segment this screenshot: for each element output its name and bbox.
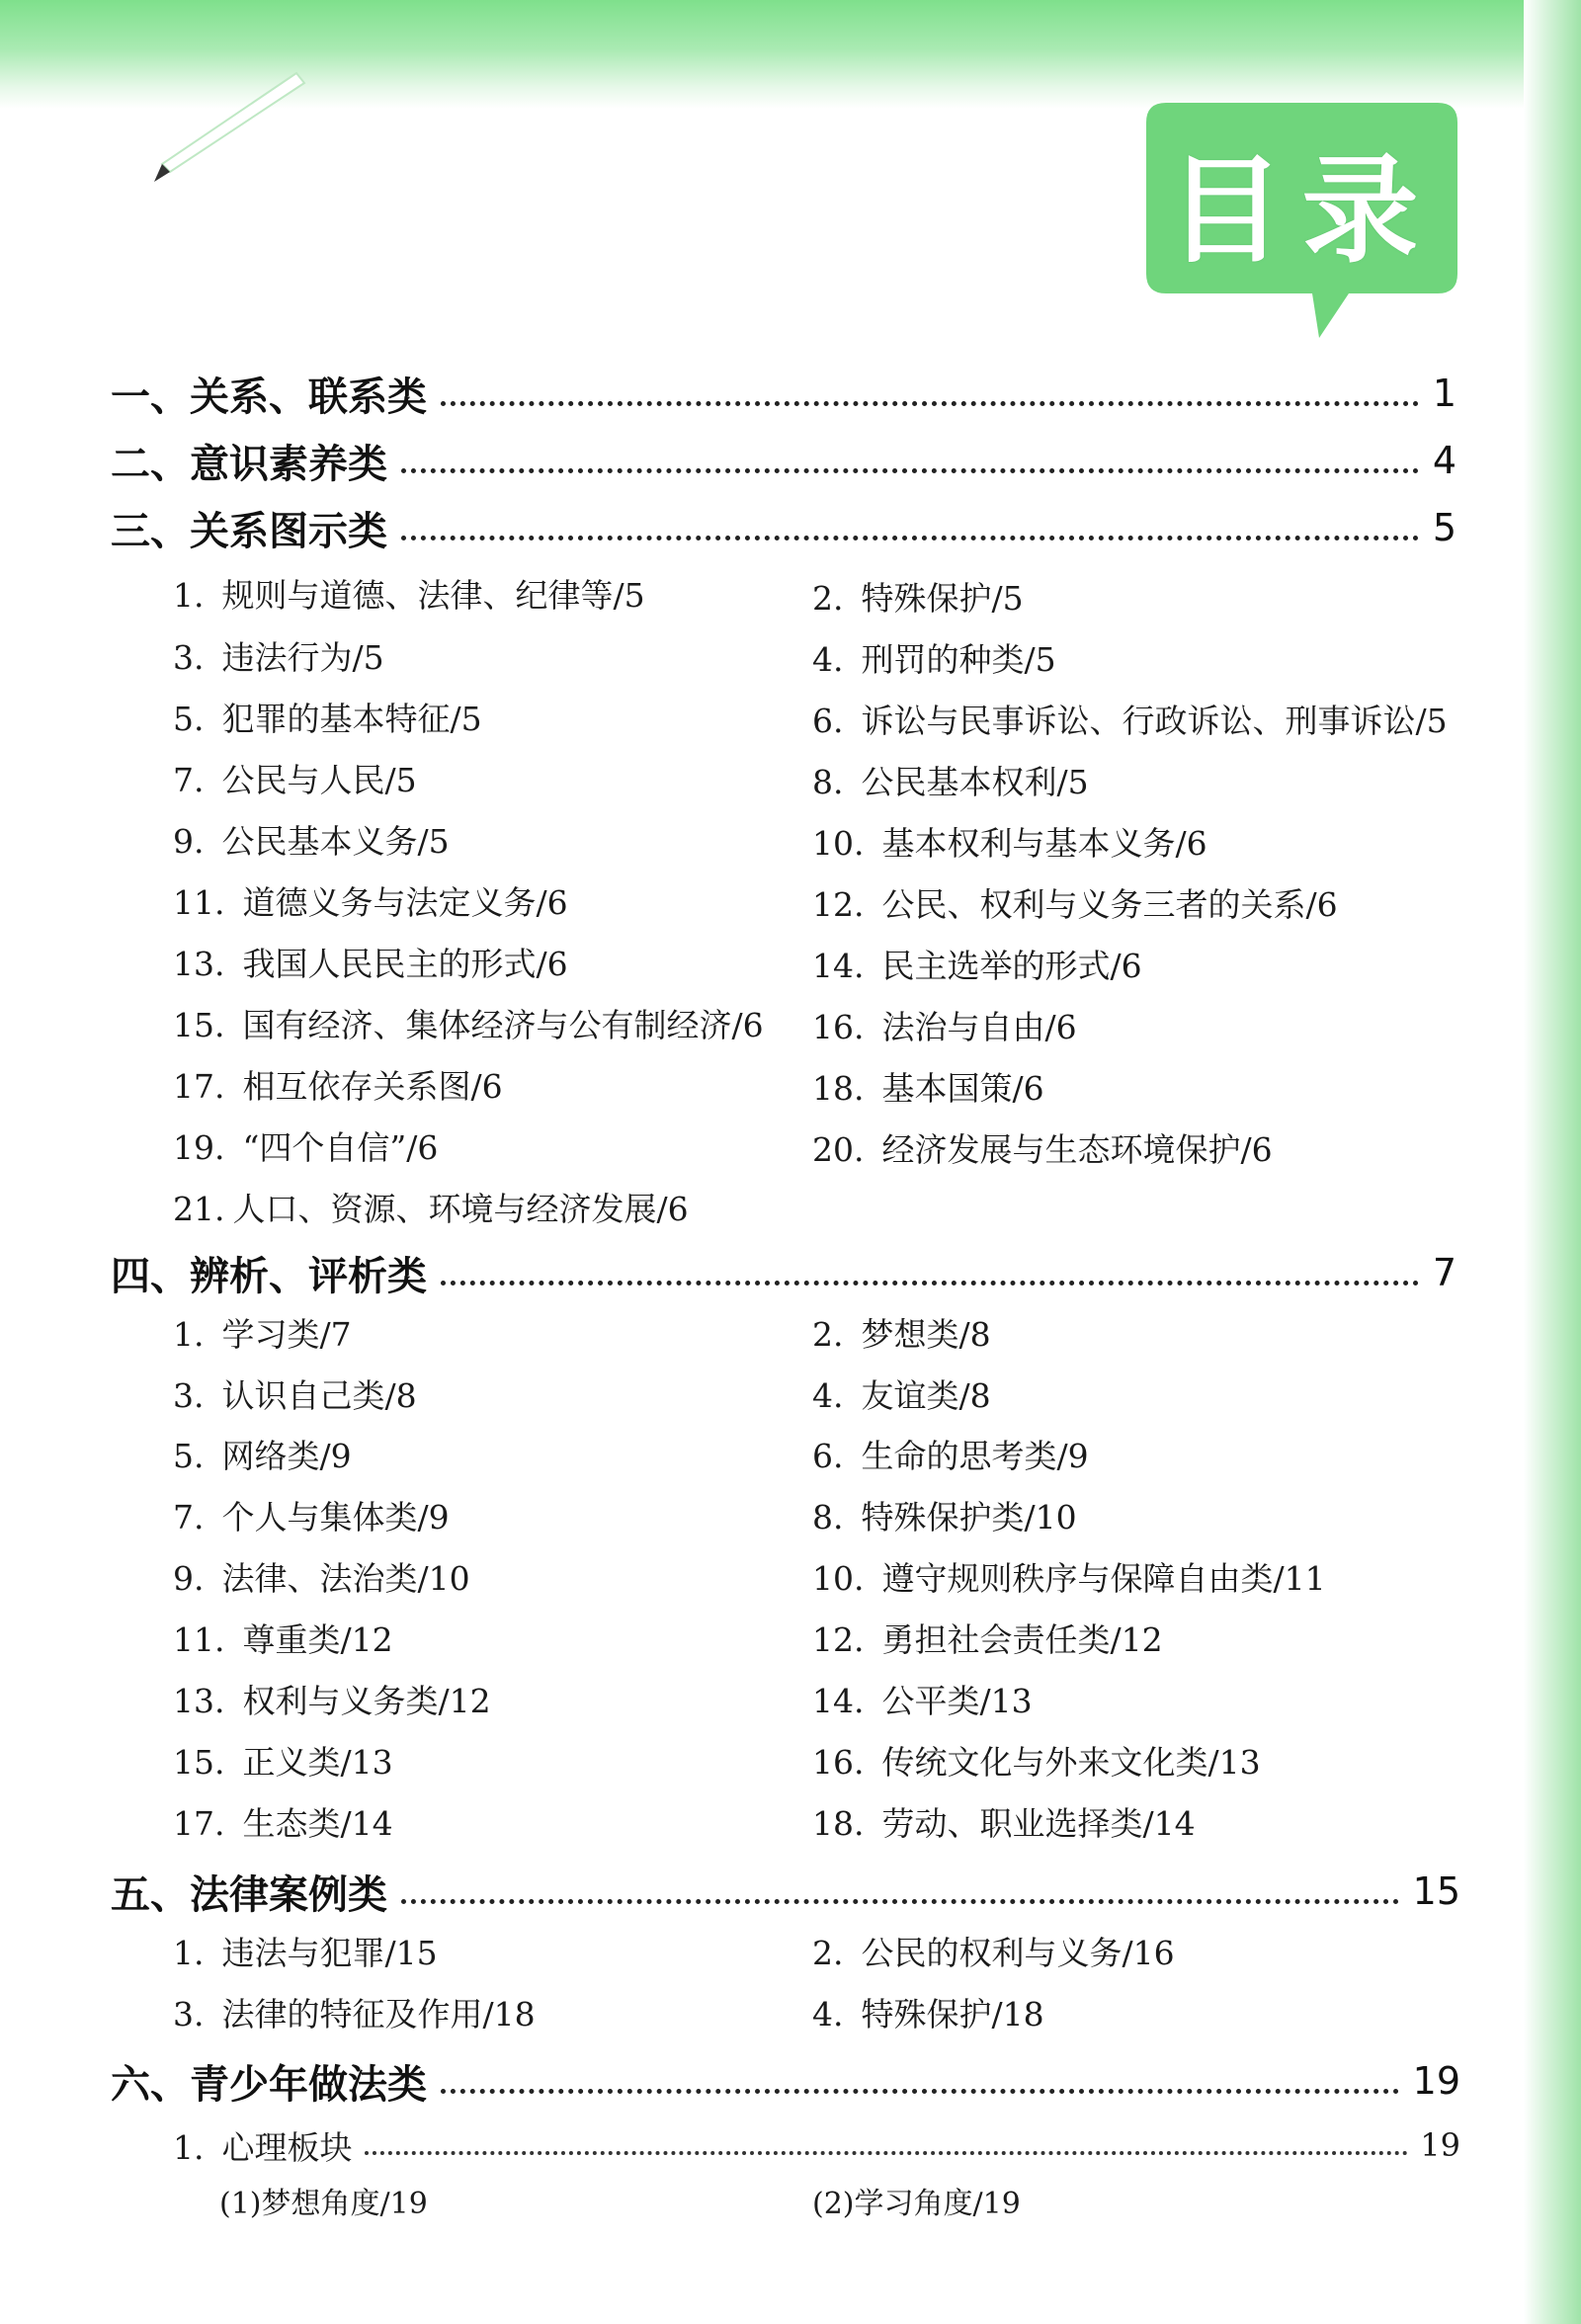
item-number: 2. [812, 1934, 844, 1972]
item-text: 权利与义务类/12 [242, 1682, 491, 1720]
toc-item[interactable] [812, 1371, 991, 1421]
toc-item[interactable] [173, 1432, 352, 1481]
item-number: 4. [812, 1376, 844, 1415]
toc-item[interactable] [173, 1738, 393, 1787]
item-number: 16. [812, 1008, 865, 1046]
toc-item[interactable] [173, 633, 384, 683]
section-title: 一、关系、联系类 [111, 374, 427, 420]
item-number: 7. [173, 761, 205, 799]
toc-item[interactable] [812, 1554, 1326, 1604]
item-number: 9. [173, 1559, 205, 1598]
item-text: 公民与人民/5 [221, 761, 417, 799]
toc-item[interactable] [173, 1493, 450, 1542]
toc-item[interactable] [812, 1929, 1175, 1978]
item-text: 网络类/9 [221, 1437, 352, 1475]
item-text: 梦想类/8 [861, 1315, 991, 1354]
toc-item[interactable] [812, 1493, 1077, 1542]
item-text: 友谊类/8 [861, 1376, 991, 1415]
toc-item[interactable] [812, 1990, 1044, 2039]
item-number: 2. [812, 579, 844, 618]
toc-item[interactable] [812, 880, 1338, 930]
toc-subsection[interactable] [173, 2120, 1460, 2170]
toc-item[interactable] [812, 635, 1056, 685]
section-page: 15 [1412, 1869, 1460, 1913]
item-number: 18. [812, 1069, 865, 1108]
page-title: 目录 [1167, 142, 1437, 279]
dot-leader [441, 401, 1419, 406]
item-text: 生命的思考类/9 [861, 1437, 1089, 1475]
toc-item[interactable] [173, 1123, 438, 1173]
item-number: 18. [812, 1804, 865, 1843]
toc-item[interactable] [812, 1799, 1196, 1849]
toc-item[interactable] [812, 1616, 1163, 1665]
item-text: 特殊保护类/10 [861, 1498, 1077, 1536]
item-number: 11. [173, 1620, 225, 1659]
toc-item[interactable] [173, 571, 645, 621]
item-number: 13. [173, 1682, 225, 1720]
item-text: 遵守规则秩序与保障自由类/11 [881, 1559, 1326, 1598]
item-text: 刑罚的种类/5 [861, 640, 1056, 679]
item-number: 17. [173, 1067, 225, 1106]
dot-leader [441, 2089, 1399, 2094]
toc-item[interactable] [812, 1064, 1044, 1114]
toc-item[interactable] [812, 1677, 1033, 1726]
item-text: 国有经济、集体经济与公有制经济/6 [242, 1006, 764, 1044]
toc-item[interactable] [173, 1371, 417, 1421]
item-number: 8. [812, 763, 844, 801]
toc-item[interactable] [173, 817, 450, 867]
item-number: 14. [812, 1682, 865, 1720]
item-number: 5. [173, 1437, 205, 1475]
toc-item[interactable] [812, 574, 1024, 623]
item-number: 17. [173, 1804, 225, 1843]
dot-leader [441, 1281, 1419, 1286]
toc-subitem[interactable] [219, 2180, 428, 2229]
item-text: 公民基本权利/5 [861, 763, 1089, 801]
item-text: (1)梦想角度/19 [219, 2187, 428, 2221]
toc-item[interactable] [173, 1799, 393, 1849]
item-text: 基本权利与基本义务/6 [881, 824, 1207, 863]
item-number: 3. [173, 1376, 205, 1415]
toc-item[interactable] [173, 1616, 393, 1665]
item-text: 劳动、职业选择类/14 [881, 1804, 1196, 1843]
subsection-page: 19 [1420, 2126, 1460, 2164]
item-number: 20. [812, 1130, 865, 1169]
toc-section-5[interactable] [111, 1864, 1460, 1919]
item-text: 法治与自由/6 [881, 1008, 1077, 1046]
toc-item[interactable] [173, 1001, 764, 1050]
item-text: 公民的权利与义务/16 [861, 1934, 1175, 1972]
toc-item[interactable] [812, 1125, 1273, 1175]
section-title: 六、青少年做法类 [111, 2061, 427, 2108]
item-number: 10. [812, 824, 865, 863]
toc-item[interactable] [812, 758, 1089, 807]
item-text: 学习类/7 [221, 1315, 352, 1354]
item-text: 公民基本义务/5 [221, 822, 450, 861]
item-number: 4. [812, 640, 844, 679]
section-title: 三、关系图示类 [111, 508, 387, 554]
item-text: 我国人民民主的形式/6 [242, 945, 568, 983]
dot-leader [401, 1899, 1399, 1904]
toc-item[interactable] [812, 1432, 1089, 1481]
item-number: 9. [173, 822, 205, 861]
item-text: 特殊保护/5 [861, 579, 1024, 618]
toc-item[interactable] [812, 1003, 1077, 1052]
item-text: 认识自己类/8 [221, 1376, 417, 1415]
toc-subitem[interactable] [812, 2180, 1021, 2229]
item-number: 11. [173, 883, 225, 922]
item-number: 12. [812, 885, 865, 924]
item-number: 6. [812, 1437, 844, 1475]
item-text: 违法与犯罪/15 [221, 1934, 438, 1972]
item-number: 12. [812, 1620, 865, 1659]
item-text: 勇担社会责任类/12 [881, 1620, 1163, 1659]
section-title: 五、法律案例类 [111, 1871, 387, 1918]
section-page: 19 [1412, 2059, 1460, 2103]
item-text: 道德义务与法定义务/6 [242, 883, 568, 922]
toc-item[interactable] [173, 1677, 491, 1726]
item-number: 21. [173, 1190, 225, 1228]
item-number: 5. [173, 700, 205, 738]
toc-item[interactable] [812, 942, 1142, 991]
item-number: 14. [812, 947, 865, 985]
item-number: 1. [173, 576, 205, 615]
item-number: 16. [812, 1743, 865, 1782]
item-number: 7. [173, 1498, 205, 1536]
dot-leader [401, 468, 1419, 473]
toc-item[interactable] [173, 1929, 438, 1978]
item-text: 心理板块 [221, 2127, 353, 2167]
section-page: 1 [1432, 372, 1456, 415]
toc-item[interactable] [173, 1554, 470, 1604]
item-text: “四个自信”/6 [242, 1128, 439, 1167]
toc-item[interactable] [173, 1310, 352, 1360]
item-number: 3. [173, 638, 205, 677]
item-text: 规则与道德、法律、纪律等/5 [221, 576, 645, 615]
item-number: 4. [812, 1995, 844, 2034]
item-text: 特殊保护/18 [861, 1995, 1044, 2034]
toc-section-2[interactable] [111, 433, 1456, 488]
item-text: 违法行为/5 [221, 638, 384, 677]
toc-item[interactable] [173, 695, 482, 744]
section-title: 四、辨析、评析类 [111, 1253, 427, 1299]
item-text: 法律的特征及作用/18 [221, 1995, 536, 2034]
item-text: 犯罪的基本特征/5 [221, 700, 482, 738]
item-number: 13. [173, 945, 225, 983]
toc-item[interactable] [812, 697, 1448, 746]
dot-leader [365, 2151, 1409, 2155]
item-text: 经济发展与生态环境保护/6 [881, 1130, 1273, 1169]
item-number: 3. [173, 1995, 205, 2034]
item-number: 15. [173, 1743, 225, 1782]
item-text: 个人与集体类/9 [221, 1498, 450, 1536]
item-text: (2)学习角度/19 [812, 2187, 1021, 2221]
item-text: 公平类/13 [881, 1682, 1033, 1720]
item-number: 1. [173, 2127, 205, 2167]
item-text: 尊重类/12 [242, 1620, 393, 1659]
item-number: 19. [173, 1128, 225, 1167]
dot-leader [401, 536, 1419, 540]
item-number: 2. [812, 1315, 844, 1354]
item-text: 生态类/14 [242, 1804, 393, 1843]
toc-item[interactable] [173, 1185, 689, 1234]
toc-section-4[interactable] [111, 1245, 1456, 1300]
item-text: 基本国策/6 [881, 1069, 1044, 1108]
item-number: 6. [812, 702, 844, 740]
item-text: 法律、法治类/10 [221, 1559, 470, 1598]
toc-item[interactable] [173, 1062, 503, 1112]
item-text: 相互依存关系图/6 [242, 1067, 503, 1106]
item-text: 民主选举的形式/6 [881, 947, 1142, 985]
item-text: 正义类/13 [242, 1743, 393, 1782]
toc-item[interactable] [173, 1990, 536, 2039]
toc-section-3[interactable] [111, 500, 1456, 555]
item-number: 1. [173, 1934, 205, 1972]
subsection-title [173, 2122, 353, 2169]
toc-section-1[interactable] [111, 366, 1456, 421]
toc-item[interactable] [173, 878, 568, 928]
item-number: 1. [173, 1315, 205, 1354]
item-number: 10. [812, 1559, 865, 1598]
section-page: 7 [1432, 1251, 1456, 1294]
section-title: 二、意识素养类 [111, 441, 387, 487]
item-text: 传统文化与外来文化类/13 [881, 1743, 1261, 1782]
toc-item[interactable] [812, 1310, 991, 1360]
section-page: 4 [1432, 439, 1456, 482]
item-text: 人口、资源、环境与经济发展/6 [232, 1190, 689, 1228]
toc-section-6[interactable] [111, 2053, 1460, 2109]
item-text: 公民、权利与义务三者的关系/6 [881, 885, 1338, 924]
toc-item[interactable] [812, 819, 1207, 869]
item-number: 8. [812, 1498, 844, 1536]
item-text: 诉讼与民事诉讼、行政诉讼、刑事诉讼/5 [861, 702, 1448, 740]
item-number: 15. [173, 1006, 225, 1044]
section-page: 5 [1432, 506, 1456, 549]
toc-item[interactable] [173, 756, 417, 805]
toc-item[interactable] [812, 1738, 1261, 1787]
toc-item[interactable] [173, 940, 568, 989]
